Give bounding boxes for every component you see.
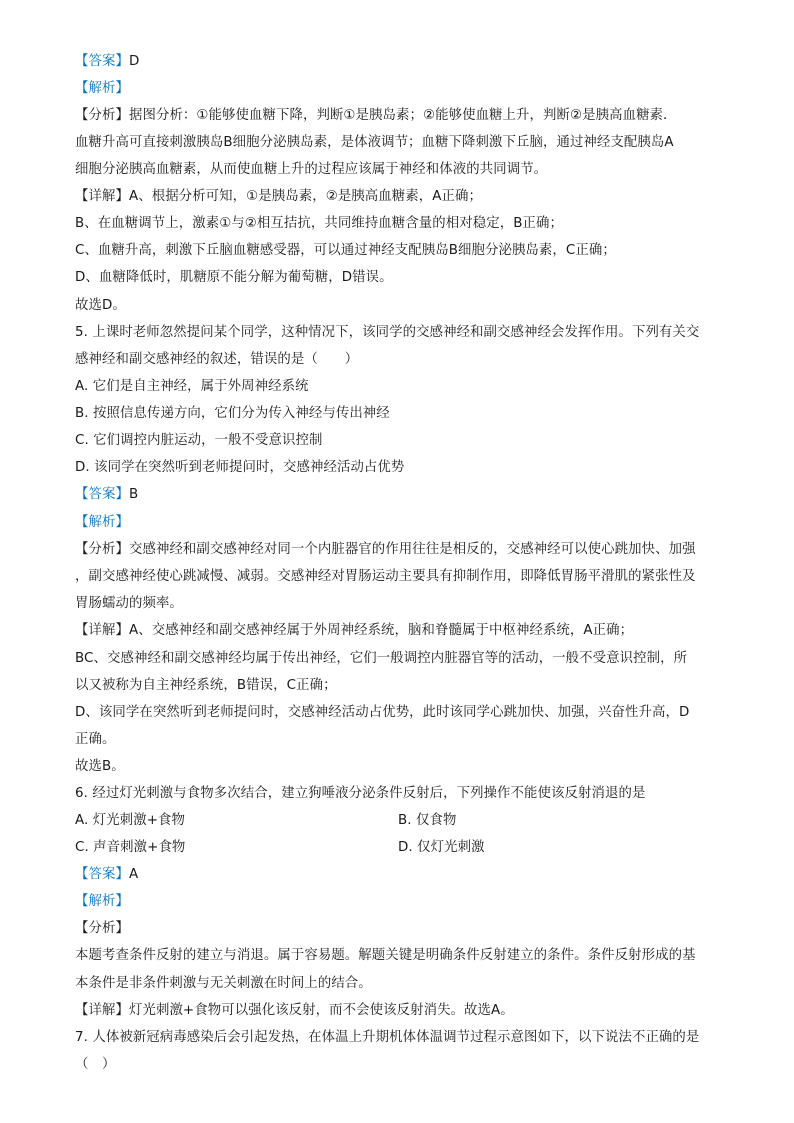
q4-answer-line — [75, 53, 725, 71]
q5-xiangjie-line-3: 以又被称为自主神经系统，B错误，C正确； — [75, 678, 337, 693]
q5-option-c: C. 它们调控内脏运动，一般不受意识控制 — [75, 433, 323, 448]
q5-fenxi-line-3: 胃肠蠕动的频率。 — [75, 596, 183, 611]
q6-option-d: D. 仅灯光刺激 — [398, 840, 485, 855]
q5-stem-line-1: 5. 上课时老师忽然提问某个同学，这种情况下，该同学的交感神经和副交感神经会发挥作用。下列有关交 — [75, 325, 700, 340]
q4-xiangjie-line-1 — [75, 188, 725, 206]
q5-answer-line — [75, 486, 725, 504]
q6-fenxi-tag — [75, 920, 725, 938]
q6-stem: 6. 经过灯光刺激与食物多次结合，建立狗唾液分泌条件反射后，下列操作不能使该反射消退的是 — [75, 786, 646, 801]
q5-option-d: D. 该同学在突然听到老师提问时，交感神经活动占优势 — [75, 460, 405, 475]
q7-stem-line-1: 7. 人体被新冠病毒感染后会引起发热，在体温上升期机体体温调节过程示意图如下，以下说法不正确的是 — [75, 1030, 700, 1045]
answer-value: D — [128, 54, 140, 69]
q6-analysis-tag — [75, 893, 725, 911]
q5-option-a: A. 它们是自主神经，属于外周神经系统 — [75, 379, 309, 394]
analysis-tag: 【解析】 — [75, 81, 129, 96]
xiangjie-text: A、根据分析可知，①是胰岛素，②是胰高血糖素，A正确； — [128, 189, 482, 204]
xiangjie-text: A、交感神经和副交感神经属于外周神经系统，脑和脊髓属于中枢神经系统，A正确； — [128, 623, 634, 638]
q4-xiangjie-line-2: B、在血糖调节上，激素①与②相互拮抗，共同维持血糖含量的相对稳定，B正确； — [75, 216, 563, 231]
xiangjie-tag: 【详解】 — [75, 623, 129, 638]
xiangjie-tag: 【详解】 — [75, 189, 129, 204]
answer-tag: 【答案】 — [75, 487, 129, 502]
q5-option-b: B. 按照信息传递方向，它们分为传入神经与传出神经 — [75, 406, 390, 421]
q4-fenxi-line-1 — [75, 107, 725, 125]
q6-fenxi-line-2: 本条件是非条件刺激与无关刺激在时间上的结合。 — [75, 976, 372, 991]
q5-conclusion: 故选B。 — [75, 759, 125, 774]
q6-option-c: C. 声音刺激+食物 — [75, 840, 186, 855]
answer-value: B — [128, 487, 139, 502]
fenxi-tag: 【分析】 — [75, 108, 129, 123]
q5-xiangjie-line-5: 正确。 — [75, 732, 116, 747]
q4-fenxi-line-3: 细胞分泌胰高血糖素，从而使血糖上升的过程应该属于神经和体液的共同调节。 — [75, 162, 548, 177]
answer-tag: 【答案】 — [75, 54, 129, 69]
q4-conclusion: 故选D。 — [75, 298, 126, 313]
q6-fenxi-line-1: 本题考查条件反射的建立与消退。属于容易题。解题关键是明确条件反射建立的条件。条件反射形成的基 — [75, 948, 696, 963]
fenxi-tag: 【分析】 — [75, 921, 129, 936]
answer-value: A — [128, 867, 139, 882]
q5-xiangjie-line-4: D、该同学在突然听到老师提问时，交感神经活动占优势，此时该同学心跳加快、加强，兴奋性升高，D — [75, 705, 690, 720]
q6-answer-line — [75, 866, 725, 884]
q7-stem-line-2: （ ） — [75, 1057, 116, 1072]
q4-analysis-tag — [75, 80, 725, 98]
q6-option-a: A. 灯光刺激+食物 — [75, 813, 186, 828]
fenxi-text: 交感神经和副交感神经对同一个内脏器官的作用往往是相反的，交感神经可以使心跳加快、加强 — [128, 542, 696, 557]
q4-fenxi-line-2: 血糖升高可直接刺激胰岛B细胞分泌胰岛素，是体液调节；血糖下降刺激下丘脑，通过神经支配胰岛A — [75, 135, 674, 150]
q5-fenxi-line-2: ，副交感神经使心跳减慢、减弱。交感神经对胃肠运动主要具有抑制作用，即降低胃肠平滑肌的紧张性及 — [75, 569, 696, 584]
analysis-tag: 【解析】 — [75, 894, 129, 909]
q6-options-row-2 — [75, 839, 725, 857]
q6-options-row-1 — [75, 812, 725, 830]
q5-xiangjie-line-1 — [75, 622, 725, 640]
q5-fenxi-line-1 — [75, 541, 725, 559]
q5-analysis-tag — [75, 514, 725, 532]
q4-xiangjie-line-4: D、血糖降低时，肌糖原不能分解为葡萄糖，D错误。 — [75, 270, 393, 285]
xiangjie-tag: 【详解】 — [75, 1003, 129, 1018]
answer-tag: 【答案】 — [75, 867, 129, 882]
q5-stem-line-2: 感神经和副交感神经的叙述，错误的是（ ） — [75, 352, 359, 367]
q5-xiangjie-line-2: BC、交感神经和副交感神经均属于传出神经，它们一般调控内脏器官等的活动，一般不受意识控制，所 — [75, 651, 688, 666]
fenxi-text: 据图分析：①能够使血糖下降，判断①是胰岛素；②能够使血糖上升，判断②是胰高血糖素． — [128, 108, 677, 123]
q6-xiangjie-line — [75, 1002, 725, 1020]
xiangjie-text: 灯光刺激+食物可以强化该反射，而不会使该反射消失。故选A。 — [128, 1003, 514, 1018]
q4-xiangjie-line-3: C、血糖升高，刺激下丘脑血糖感受器，可以通过神经支配胰岛B细胞分泌胰岛素，C正确； — [75, 243, 616, 258]
analysis-tag: 【解析】 — [75, 515, 129, 530]
fenxi-tag: 【分析】 — [75, 542, 129, 557]
q6-option-b: B. 仅食物 — [398, 813, 457, 828]
